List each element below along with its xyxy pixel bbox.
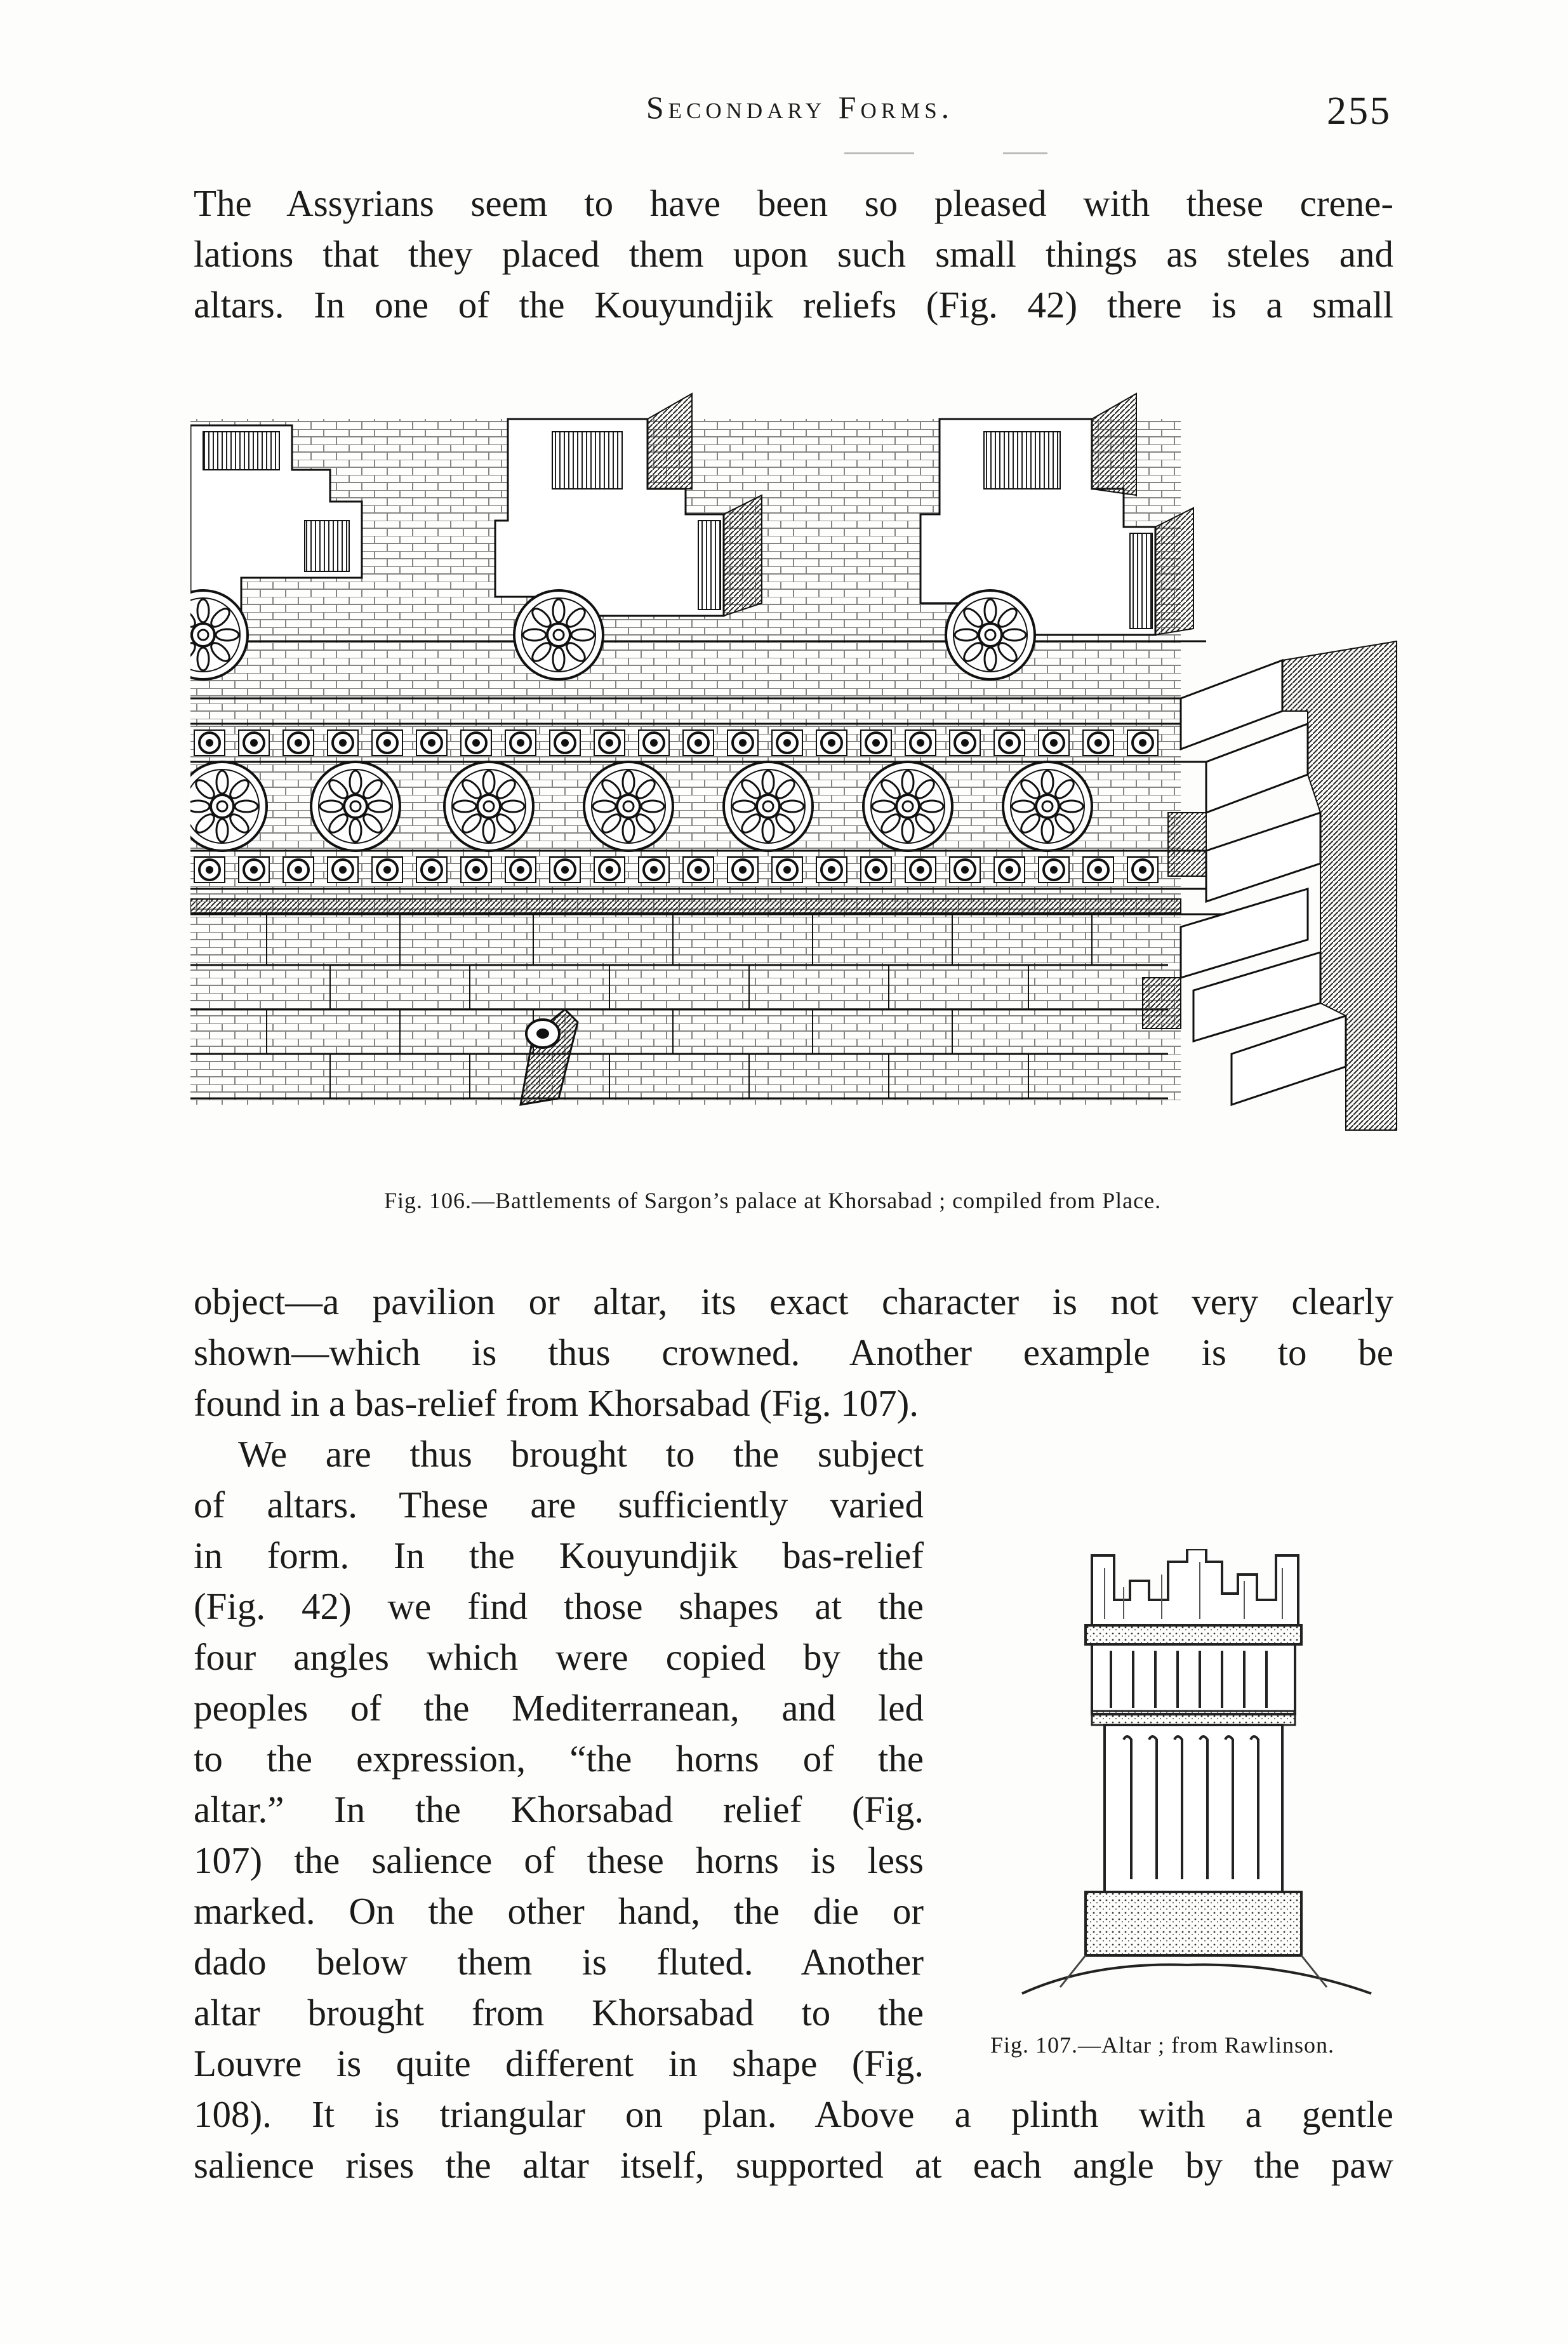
- text-line: altars. In one of the Kouyundjik reliefs (Fig. 42) there is a small: [194, 284, 1393, 326]
- header-rule-right: [1003, 152, 1047, 154]
- text-line: object—a pavilion or altar, its exact character is not very clearly: [194, 1281, 1393, 1322]
- page-number: 255: [1327, 90, 1392, 133]
- text-line: 108). It is triangular on plan. Above a plinth with a gentle: [194, 2093, 1393, 2135]
- text-line: marked. On the other hand, the die or: [194, 1890, 924, 1932]
- text-line: (Fig. 42) we find those shapes at the: [194, 1585, 924, 1627]
- text-line: Louvre is quite different in shape (Fig.: [194, 2042, 924, 2084]
- text-line: altar brought from Khorsabad to the: [194, 1992, 924, 2034]
- header-rule-left: [844, 152, 914, 154]
- paragraph-altars: [194, 1428, 924, 2089]
- figure-106-battlements: [190, 368, 1409, 1175]
- text-line: peoples of the Mediterranean, and led: [194, 1687, 924, 1729]
- text-line: to the expression, “the horns of the: [194, 1738, 924, 1780]
- text-line: The Assyrians seem to have been so pleased with these crene-: [194, 182, 1393, 224]
- figure-106-caption: Fig. 106.—Battlements of Sargon’s palace at Khorsabad ; compiled from Place.: [384, 1188, 1162, 1213]
- running-title: Secondary Forms.: [646, 90, 954, 125]
- text-line: salience rises the altar itself, supported at each angle by the paw: [194, 2144, 1393, 2186]
- text-line: in form. In the Kouyundjik bas-relief: [194, 1535, 924, 1576]
- figure-107-altar: [997, 1549, 1390, 2006]
- paragraph-altars-continued: [194, 2089, 1393, 2190]
- figure-107-caption: Fig. 107.—Altar ; from Rawlinson.: [990, 2032, 1334, 2058]
- paragraph-object: [194, 1276, 1393, 1428]
- text-line: 107) the salience of these horns is less: [194, 1839, 924, 1881]
- text-line: shown—which is thus crowned. Another example is to be: [194, 1331, 1393, 1373]
- text-line: lations that they placed them upon such small things as steles and: [194, 233, 1393, 275]
- text-line: altar.” In the Khorsabad relief (Fig.: [194, 1788, 924, 1830]
- text-line: of altars. These are sufficiently varied: [194, 1484, 924, 1526]
- text-line: We are thus brought to the subject: [238, 1433, 924, 1475]
- text-line: four angles which were copied by the: [194, 1636, 924, 1678]
- text-line: dado below them is fluted. Another: [194, 1941, 924, 1983]
- text-line: found in a bas-relief from Khorsabad (Fig. 107).: [194, 1382, 919, 1424]
- paragraph-intro: [194, 178, 1393, 330]
